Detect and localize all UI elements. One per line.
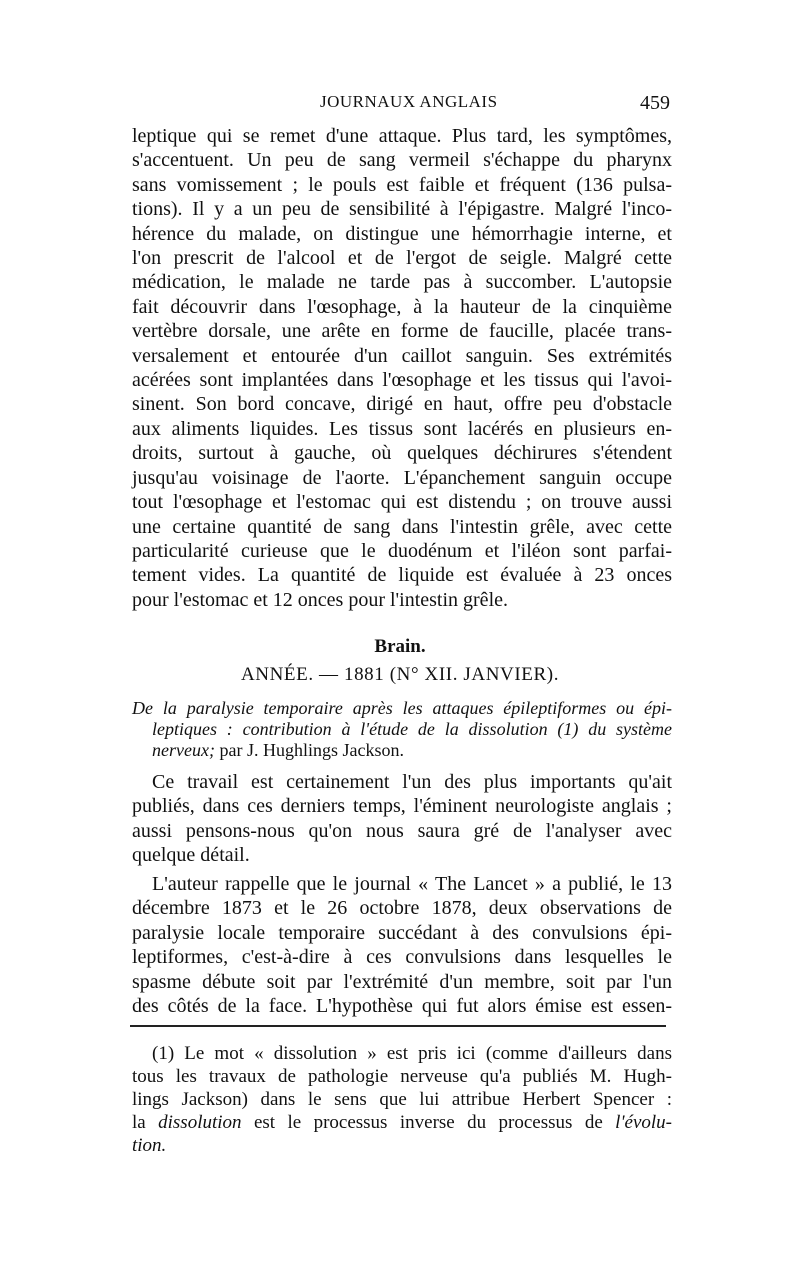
text-line: aux aliments liquides. Les tissus sont lacérés en plusieurs en-	[132, 417, 672, 440]
title-line-last	[132, 740, 672, 761]
text-line: s'accentuent. Un peu de sang vermeil s'échappe du pharynx	[132, 149, 672, 172]
text-line: paralysie locale temporaire succédant à des convulsions épi-	[132, 921, 672, 944]
text-line: hérence du malade, on distingue une hémorrhagie interne, et	[132, 222, 672, 245]
text-line: fait découvrir dans l'œsophage, à la hauteur de la cinquième	[132, 295, 672, 318]
title-end: nerveux;	[152, 740, 215, 760]
text-line: vertèbre dorsale, une arête en forme de faucille, placée trans-	[132, 320, 672, 343]
paragraph-autopsy	[132, 124, 672, 612]
footnote	[132, 1042, 672, 1157]
text-line: sans vomissement ; le pouls est faible et fréquent (136 pulsa-	[132, 173, 672, 196]
footnote-rule	[130, 1025, 666, 1027]
text-line: des côtés de la face. L'hypothèse qui fut alors émise est essen-	[132, 995, 672, 1018]
text-line: aussi pensons-nous qu'on nous saura gré de l'analyser avec	[132, 819, 672, 842]
footnote-line	[132, 1111, 672, 1134]
footnote-line: tous les travaux de pathologie nerveuse qu'a publiés M. Hugh-	[132, 1066, 672, 1087]
text-line: tions). Il y a un peu de sensibilité à l'épigastre. Malgré l'inco-	[132, 198, 672, 221]
title-line: leptiques : contribution à l'étude de la dissolution (1) du système	[152, 719, 672, 739]
text-line: leptique qui se remet d'une attaque. Plus tard, les symptômes,	[132, 125, 672, 147]
footnote-line	[132, 1134, 672, 1157]
footnote-term-dissolution: dissolution	[158, 1112, 242, 1133]
running-head	[130, 92, 670, 122]
footnote-term-evolution-end: tion.	[132, 1135, 167, 1156]
title-line: De la paralysie temporaire après les attaques épileptiformes ou épi-	[132, 698, 672, 718]
text-line: versalement et entourée d'un caillot sanguin. Ses extrémités	[132, 344, 672, 367]
text-line: acérées sont implantées dans l'œsophage et les tissus qui l'avoi-	[132, 369, 672, 392]
footnote-line: (1) Le mot « dissolution » est pris ici (comme d'ailleurs dans	[152, 1043, 672, 1064]
paragraph-intro	[132, 770, 672, 868]
footnote-text: est le processus inverse du processus de	[241, 1112, 616, 1133]
page-number: 459	[640, 92, 670, 114]
text-line: spasme débute soit par l'extrémité d'un membre, soit par l'un	[132, 970, 672, 993]
text-line: droits, surtout à gauche, où quelques déchirures s'étendent	[132, 442, 672, 465]
footnote-text: la	[132, 1112, 159, 1133]
text-line: leptiformes, c'est-à-dire à ces convulsions dans lesquelles le	[132, 946, 672, 969]
text-line: pour l'estomac et 12 onces pour l'intestin grêle.	[132, 588, 508, 611]
text-line: L'auteur rappelle que le journal « The Lancet » a publié, le 13	[152, 873, 672, 895]
paragraph-lancet	[132, 872, 672, 1018]
text-line: publiés, dans ces derniers temps, l'éminent neurologiste anglais ;	[132, 795, 672, 818]
article-author: par J. Hughlings Jackson.	[214, 740, 404, 760]
text-line: tement vides. La quantité de liquide est évaluée à 23 onces	[132, 564, 672, 587]
text-line: particularité curieuse que le duodénum et l'iléon sont parfai-	[132, 539, 672, 562]
running-title: JOURNAUX ANGLAIS	[320, 92, 498, 111]
text-line: quelque détail.	[132, 844, 250, 867]
text-line: médication, le malade ne tarde pas à succomber. L'autopsie	[132, 271, 672, 294]
text-line: une certaine quantité de sang dans l'intestin grêle, avec cette	[132, 515, 672, 538]
text-line: jusqu'au voisinage de l'aorte. L'épanchement sanguin occupe	[132, 466, 672, 489]
text-line: l'on prescrit de l'alcool et de l'ergot de seigle. Malgré cette	[132, 247, 672, 270]
text-line: Ce travail est certainement l'un des plus importants qu'ait	[152, 771, 672, 793]
article-title	[132, 698, 672, 761]
text-line: tout l'œsophage et l'estomac qui est distendu ; on trouve aussi	[132, 491, 672, 514]
text-line: décembre 1873 et le 26 octobre 1878, deux observations de	[132, 897, 672, 920]
section-meta: ANNÉE. — 1881 (N° XII. JANVIER).	[240, 664, 560, 685]
text-line: sinent. Son bord concave, dirigé en haut, offre peu d'obstacle	[132, 393, 672, 416]
footnote-line: lings Jackson) dans le sens que lui attribue Herbert Spencer :	[132, 1089, 672, 1110]
footnote-term-evolution: l'évolu-	[615, 1112, 672, 1133]
section-title: Brain.	[374, 636, 426, 657]
